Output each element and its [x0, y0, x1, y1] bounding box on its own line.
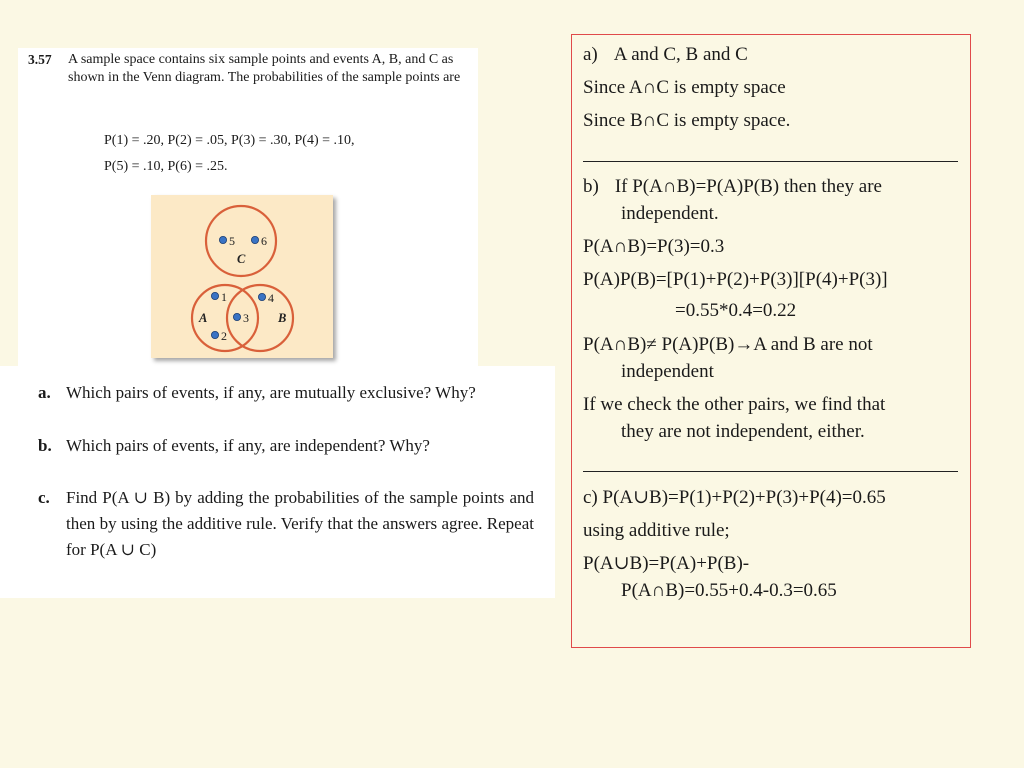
question-a [38, 380, 534, 406]
problem-panel [18, 48, 478, 366]
questions-panel [0, 366, 555, 598]
answer-a-line-2: Since B∩C is empty space. [583, 110, 791, 131]
answer-b-line-2: P(A)P(B)=[P(1)+P(2)+P(3)][P(4)+P(3)] [583, 269, 888, 290]
venn-point-2 [211, 331, 218, 338]
answer-c-line-1: c) P(A∪B)=P(1)+P(2)+P(3)+P(4)=0.65 [583, 487, 886, 508]
question-a-letter: a. [38, 383, 51, 402]
question-c [38, 485, 534, 563]
answer-a-label: a) [583, 44, 598, 65]
question-b-letter: b. [38, 436, 52, 455]
problem-statement: A sample space contains six sample points and events A, B, and C as shown in the Venn diagram. The probabilities of the sample points are [68, 52, 461, 85]
answer-b-line-7: they are not independent, either. [621, 421, 865, 442]
answer-b-line-1: P(A∩B)=P(3)=0.3 [583, 236, 725, 257]
answer-b-line-3: =0.55*0.4=0.22 [675, 300, 797, 321]
answer-b-heading-cont: independent. [621, 203, 719, 224]
answer-b-label: b) [583, 176, 599, 197]
question-a-text: Which pairs of events, if any, are mutually exclusive? Why? [66, 383, 476, 402]
separator-1 [583, 161, 958, 162]
answer-a-heading-text: A and C, B and C [613, 44, 748, 65]
answer-c-line-3: P(A∪B)=P(A)+P(B)- [583, 553, 750, 574]
answer-b-heading [583, 173, 882, 200]
answer-c-line-2: using additive rule; [583, 520, 730, 541]
venn-point-3 [233, 313, 240, 320]
answer-b-heading-text: If P(A∩B)=P(A)P(B) then they are [614, 176, 882, 197]
answer-b-line-6: If we check the other pairs, we find that [583, 394, 886, 415]
separator-2 [583, 471, 958, 472]
venn-label-2: 2 [221, 329, 227, 343]
problem-number: 3.57 [28, 52, 52, 67]
venn-label-3: 3 [243, 311, 249, 325]
venn-point-5 [219, 236, 226, 243]
question-c-text: Find P(A ∪ B) by adding the probabilities of the sample points and then by using the additive rule. Verify that the answers agree. Repeat for P(A ∪ C) [66, 488, 534, 559]
venn-diagram [151, 195, 333, 358]
answer-box [571, 34, 971, 648]
question-c-letter: c. [38, 488, 50, 507]
venn-point-1 [211, 292, 218, 299]
venn-label-4: 4 [268, 291, 274, 305]
venn-label-1: 1 [221, 290, 227, 304]
question-b-text: Which pairs of events, if any, are independent? Why? [66, 436, 430, 455]
answer-c-line-4: P(A∩B)=0.55+0.4-0.3=0.65 [621, 580, 837, 601]
probabilities-line-1: P(1) = .20, P(2) = .05, P(3) = .30, P(4) = .10, [104, 133, 355, 148]
venn-set-label-c: C [237, 252, 246, 266]
answer-a-line-1: Since A∩C is empty space [583, 77, 786, 98]
venn-set-label-a: A [199, 311, 208, 325]
venn-label-5: 5 [229, 234, 235, 248]
venn-point-6 [251, 236, 258, 243]
probabilities-line-2: P(5) = .10, P(6) = .25. [104, 159, 228, 174]
answer-b-line-5: independent [621, 361, 714, 382]
answer-a-heading [583, 41, 748, 68]
question-b [38, 433, 534, 459]
venn-set-label-b: B [278, 311, 287, 325]
venn-point-4 [258, 293, 265, 300]
answer-b-line-4: P(A∩B)≠ P(A)P(B)→A and B are not [583, 334, 873, 355]
venn-label-6: 6 [261, 234, 267, 248]
